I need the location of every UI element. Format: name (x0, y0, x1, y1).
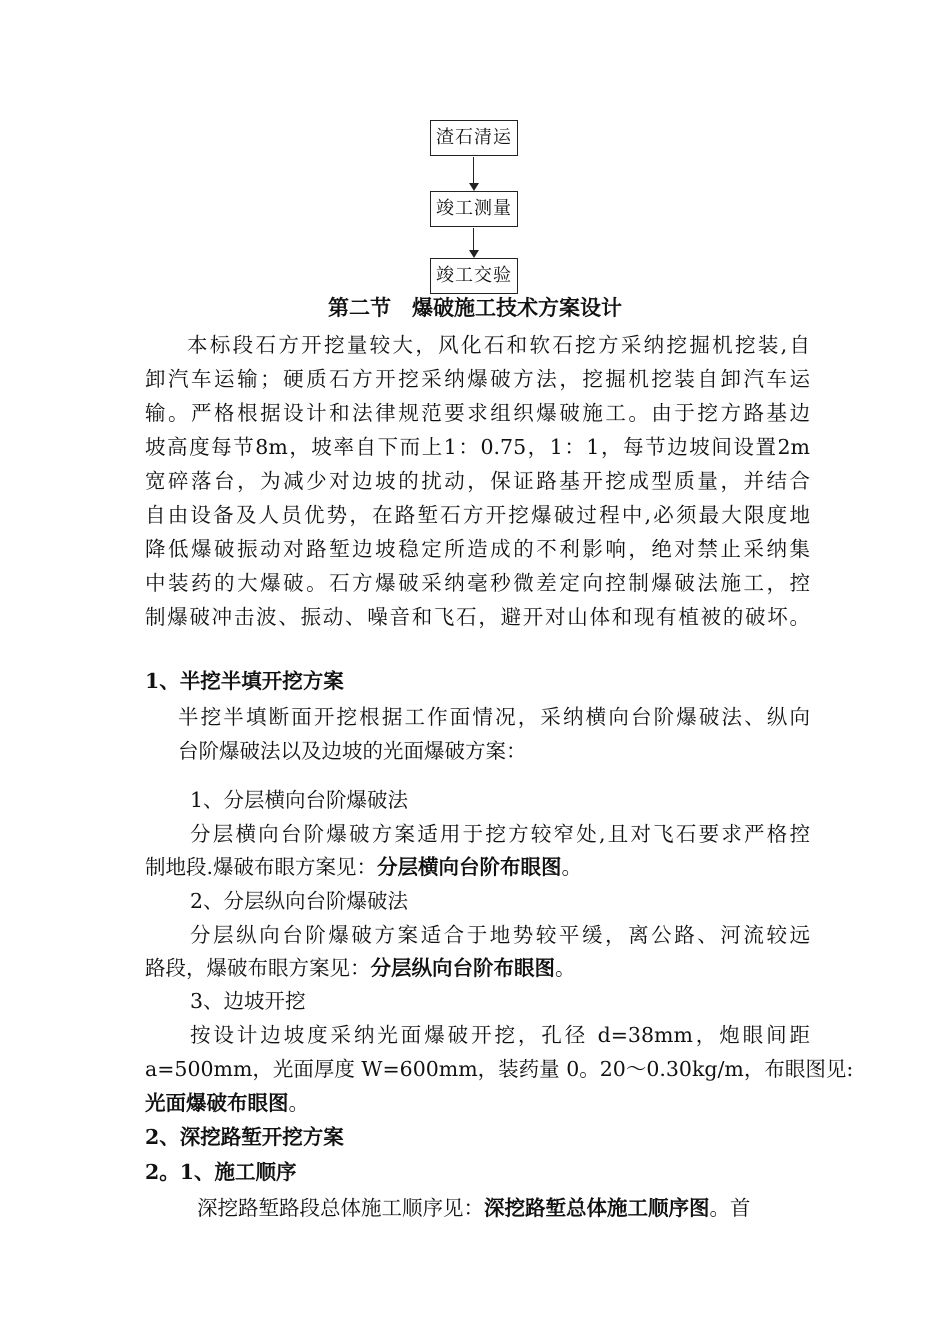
flow-box-slag-removal: 渣石清运 (430, 120, 518, 156)
section-title: 第二节 爆破施工技术方案设计 (328, 295, 622, 320)
sub2-heading: 2、分层纵向台阶爆破法 (190, 889, 409, 913)
intro-line-7: 降低爆破振动对路堑边坡稳定所造成的不利影响，绝对禁止采纳集 (145, 537, 810, 561)
intro-line-2: 卸汽车运输；硬质石方开挖采纳爆破方法，挖掘机挖装自卸汽车运 (145, 367, 810, 391)
sub2-line-2: 路段，爆破布眼方案见：分层纵向台阶布眼图。 (145, 956, 576, 980)
intro-line-9: 制爆破冲击波、振动、噪音和飞石，避开对山体和现有植被的破坏。 (145, 605, 810, 629)
h2-1-ref: 深挖路堑总体施工顺序图 (484, 1196, 710, 1220)
sub3-ref: 光面爆破布眼图 (145, 1091, 289, 1115)
heading-2: 2、深挖路堑开挖方案 (145, 1125, 344, 1149)
h2-1-para-line-1: 深挖路堑路段总体施工顺序见：深挖路堑总体施工顺序图。首 (197, 1196, 751, 1220)
flow-box-completion-survey: 竣工测量 (430, 191, 518, 227)
h1-para-line-1: 半挖半填断面开挖根据工作面情况，采纳横向台阶爆破法、纵向 (178, 705, 810, 729)
sub3-line-1: 按设计边坡度采纳光面爆破开挖，孔径 d=38mm，炮眼间距 (190, 1023, 810, 1047)
sub1-line-2: 制地段.爆破布眼方案见：分层横向台阶布眼图。 (145, 855, 583, 879)
sub2-line-1: 分层纵向台阶爆破方案适合于地势较平缓，离公路、河流较远 (190, 923, 810, 947)
flow-arrow-1 (469, 157, 479, 191)
sub1-heading: 1、分层横向台阶爆破法 (190, 788, 409, 812)
intro-line-4: 坡高度每节8m，坡率自下而上1：0.75，1：1，每节边坡间设置2m (145, 435, 810, 459)
sub1-line-1: 分层横向台阶爆破方案适用于挖方较窄处,且对飞石要求严格控 (190, 822, 810, 846)
sub3-heading: 3、边坡开挖 (190, 989, 306, 1013)
h1-para-line-2: 台阶爆破法以及边坡的光面爆破方案： (178, 739, 527, 763)
sub2-ref: 分层纵向台阶布眼图 (370, 956, 555, 980)
heading-1: 1、半挖半填开挖方案 (145, 669, 344, 693)
intro-line-8: 中装药的大爆破。石方爆破采纳毫秒微差定向控制爆破法施工，控 (145, 571, 810, 595)
sub3-line-2: a=500mm，光面厚度 W=600mm，装药量 0。20～0.30kg/m，布眼图见: (145, 1057, 854, 1081)
intro-line-3: 输。严格根据设计和法律规范要求组织爆破施工。由于挖方路基边 (145, 401, 810, 425)
sub1-ref: 分层横向台阶布眼图 (377, 855, 562, 879)
intro-line-6: 自由设备及人员优势，在路堑石方开挖爆破过程中,必须最大限度地 (145, 503, 810, 527)
flow-arrow-2 (469, 228, 479, 258)
sub3-line-3: 光面爆破布眼图。 (145, 1091, 309, 1115)
flow-box-completion-handover: 竣工交验 (430, 258, 518, 294)
intro-line-5: 宽碎落台，为减少对边坡的扰动，保证路基开挖成型质量，并结合 (145, 469, 810, 493)
intro-line-1: 本标段石方开挖量较大，风化石和软石挖方采纳挖掘机挖装,自 (187, 333, 810, 357)
heading-2-1: 2。1、施工顺序 (145, 1160, 297, 1184)
